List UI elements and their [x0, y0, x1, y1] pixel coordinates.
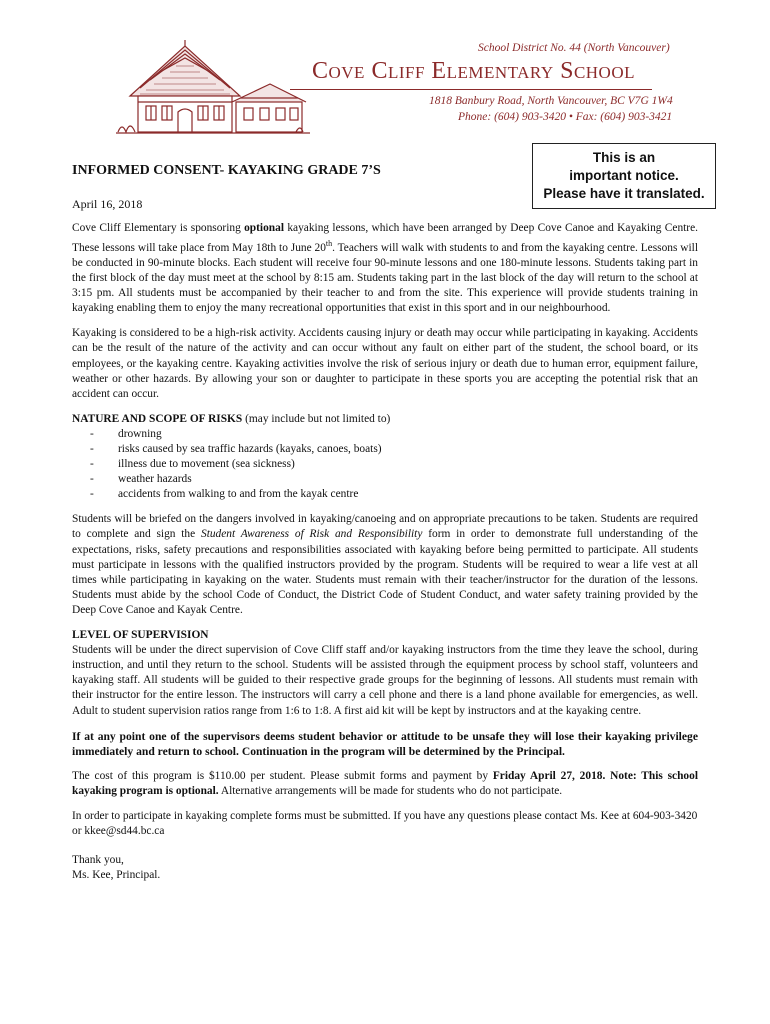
risks-heading-note: (may include but not limited to): [242, 412, 391, 425]
payment-deadline: Friday April 27, 2018. Note: This school kayaking program is optional.: [72, 769, 698, 797]
supervision-paragraph: Students will be under the direct supervision of Cove Cliff staff and/or kayaking instructors from the time they leave the school, during instruction, and until they return to the school. Students will be assisted through the equipment process by school staff, volunteers and kayaking staff. All students will be guided to their respective grade groups for the beginning of lessons. All students must remain with their instructor for the entire lesson. The instructors will carry a cell phone and there is a land phone available for emergencies, as well. Adult to student supervision ratios range from 1:6 to 1:8. A first aid kit will be kept by instructors and at the kayaking centre.: [72, 644, 698, 717]
list-item: - accidents from walking to and from the kayak centre: [72, 487, 698, 502]
optional-emphasis: optional: [244, 222, 284, 234]
risk-paragraph: Kayaking is considered to be a high-risk activity. Accidents causing injury or death may occur while participating in kayaking. Accidents can be the result of the nature of the activity and can occur without any fault on either part of the student, the school board, or its employees, or the kayaking centre. Kayaking activities involve the risk of serious injury or death due to human error, equipment failure, weather or other hazards. By allowing your son or daughter to participate in these sports you are accepting the potential risk that an accident can occur.: [72, 327, 698, 400]
list-item: - illness due to movement (sea sickness): [72, 457, 698, 472]
document-date: April 16, 2018: [72, 197, 143, 211]
form-name: Student Awareness of Risk and Responsibility: [201, 528, 423, 541]
school-address: 1818 Banbury Road, North Vancouver, BC V7G 1W4: [429, 95, 673, 107]
letter-body: [72, 221, 698, 883]
school-building-illustration-icon: [110, 36, 310, 136]
list-item: - drowning: [72, 427, 698, 442]
district-name: School District No. 44 (North Vancouver): [478, 42, 670, 54]
supervision-section: [72, 628, 698, 719]
cost-paragraph: The cost of this program is $110.00 per student. Please submit forms and payment by Friday April 27, 2018. Note: This school kayaking program is optional. Alternative arrangements will be made for students who do not participate.: [72, 769, 698, 797]
school-phone-fax: Phone: (604) 903-3420 • Fax: (604) 903-3421: [458, 111, 673, 123]
briefing-paragraph: Students will be briefed on the dangers involved in kayaking/canoeing and on appropriate precautions to be taken. Students are required to complete and sign the Student Awareness of Risk and Responsibility form in order to demonstrate full understanding of the expectations, risks, safety precautions and responsibilities associated with kayaking before being permitted to participate. All students must participate in lessons with the qualified instructors provided by the program. Students will be required to wear a life vest at all times while participating in kayaking on the water. Students must remain with their teacher/instructor for the duration of the lessons. Students must abide by the school Code of Conduct, the District Code of Student Conduct, and water safety training provided by the Deep Cove Canoe and Kayak Centre.: [72, 513, 698, 616]
letterhead: [0, 0, 770, 130]
contact-paragraph: In order to participate in kayaking complete forms must be submitted. If you have any questions please contact Ms. Kee at 604-903-3420 or kkee@sd44.bc.ca: [72, 809, 698, 838]
list-item: - weather hazards: [72, 472, 698, 487]
behavior-warning: If at any point one of the supervisors deems student behavior or attitude to be unsafe they will lose their kayaking privilege immediately and return to school. Continuation in the program will be determined by the Principal.: [72, 729, 698, 758]
risks-section: [72, 412, 698, 503]
risks-list: [72, 427, 698, 502]
intro-paragraph: Cove Cliff Elementary is sponsoring optional kayaking lessons, which have been arranged by Deep Cove Canoe and Kayaking Centre. These lessons will take place from May 18th to June 20th. Teachers will walk with students to and from the kayaking centre. Lessons will be conducted in 90-minute blocks. Each student will receive four 90-minute lessons and one 180-minute lessons. Students taking part in the first block of the day must meet at the school by 8:15 am. Students taking part in the last block of the day will return to the school at 3:15 pm. All students must be accompanied by their teacher to and from the site. This experience will provide students training in kayaking enabling them to enjoy the many recreational opportunities that exist in this sport and in our neighbourhood.: [72, 222, 699, 315]
signoff-name: Ms. Kee, Principal.: [72, 869, 161, 882]
document-title: INFORMED CONSENT- KAYAKING GRADE 7’S: [72, 163, 381, 178]
school-name: Cove Cliff Elementary School: [312, 58, 635, 84]
list-item: - risks caused by sea traffic hazards (kayaks, canoes, boats): [72, 442, 698, 457]
risks-heading: NATURE AND SCOPE OF RISKS: [72, 412, 243, 425]
notice-line-3: Please have it translated.: [543, 186, 705, 201]
signoff-closing: Thank you,: [72, 854, 124, 867]
translation-notice-box: [532, 143, 716, 209]
supervision-heading: LEVEL OF SUPERVISION: [72, 629, 209, 642]
letterhead-divider: [290, 89, 652, 90]
notice-line-2: important notice.: [569, 168, 679, 183]
signoff: [72, 853, 698, 883]
notice-line-1: This is an: [592, 150, 656, 165]
